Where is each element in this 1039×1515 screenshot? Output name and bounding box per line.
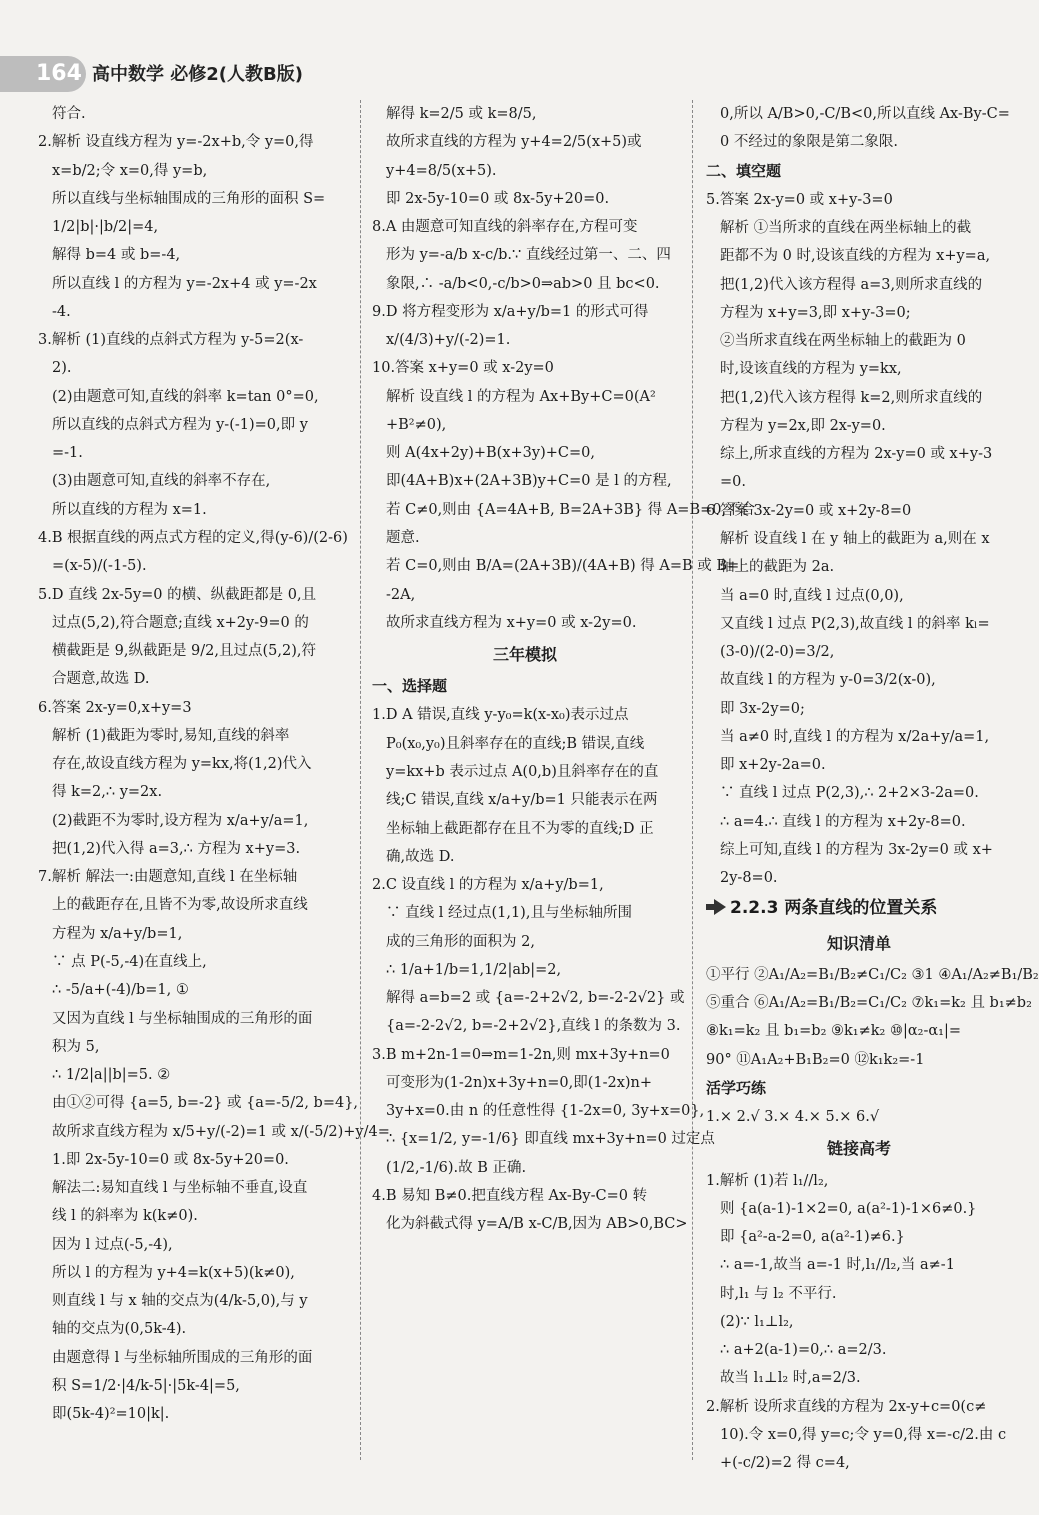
text-line: 解得 k=2/5 或 k=8/5, bbox=[386, 106, 537, 122]
text-line: y=kx+b 表示过点 A(0,b)且斜率存在的直 bbox=[386, 764, 659, 781]
arrow-icon bbox=[706, 904, 714, 910]
text-line: 综上可知,直线 l 的方程为 3x-2y=0 或 x+ bbox=[720, 841, 993, 858]
text-line: 把(1,2)代入得 a=3,∴ 方程为 x+y=3. bbox=[52, 840, 301, 857]
text-line: 轴上的截距为 2a. bbox=[720, 559, 835, 576]
text-line: 又因为直线 l 与坐标轴围成的三角形的面 bbox=[52, 1010, 313, 1027]
text-line: 9.D 将方程变形为 x/a+y/b=1 的形式可得 bbox=[372, 303, 649, 320]
section-heading: 活学巧练 bbox=[706, 1078, 767, 1097]
text-line: 线 l 的斜率为 k(k≠0). bbox=[52, 1208, 198, 1225]
text-line: 0,所以 A/B>0,-C/B<0,所以直线 Ax-By-C= bbox=[720, 106, 1010, 122]
text-line: 所以直线的点斜式方程为 y-(-1)=0,即 y bbox=[52, 416, 308, 433]
page-number: 164 bbox=[0, 56, 86, 92]
text-line: ∴ a=-1,故当 a=-1 时,l₁//l₂,当 a≠-1 bbox=[720, 1257, 955, 1274]
text-line: 90° ⑪A₁A₂+B₁B₂=0 ⑫k₁k₂=-1 bbox=[706, 1051, 925, 1068]
text-line: 6.答案 2x-y=0,x+y=3 bbox=[38, 699, 192, 716]
text-line: ∴ a+2(a-1)=0,∴ a=2/3. bbox=[720, 1342, 887, 1359]
column-right bbox=[706, 100, 1039, 1477]
text-line: 10).令 x=0,得 y=c;令 y=0,得 x=-c/2.由 c bbox=[720, 1426, 1007, 1443]
text-line: 过点(5,2),符合题意;直线 x+2y-9=0 的 bbox=[52, 614, 309, 631]
text-line: 当 a≠0 时,直线 l 的方程为 x/2a+y/a=1, bbox=[720, 728, 990, 745]
text-line: 线;C 错误,直线 x/a+y/b=1 只能表示在两 bbox=[386, 792, 658, 809]
text-line: P₀(x₀,y₀)且斜率存在的直线;B 错误,直线 bbox=[386, 735, 645, 752]
text-line: 解得 b=4 或 b=-4, bbox=[52, 247, 181, 264]
text-line: (2)由题意可知,直线的斜率 k=tan 0°=0, bbox=[52, 388, 319, 405]
heading-lianjie-gaokao: 链接高考 bbox=[826, 1139, 891, 1159]
column-divider bbox=[692, 100, 693, 1460]
text-line: (1/2,-1/6).故 B 正确. bbox=[386, 1159, 527, 1176]
text-line: ∴ 1/a+1/b=1,1/2|ab|=2, bbox=[386, 961, 562, 978]
text-line: ∵ 直线 l 经过点(1,1),且与坐标轴所围 bbox=[386, 905, 632, 922]
text-line: 把(1,2)代入该方程得 k=2,则所求直线的 bbox=[720, 389, 983, 406]
text-line: 所以直线与坐标轴围成的三角形的面积 S= bbox=[52, 190, 326, 207]
text-line: ①平行 ②A₁/A₂=B₁/B₂≠C₁/C₂ ③1 ④A₁/A₂≠B₁/B₂ bbox=[706, 966, 1039, 983]
text-line: 1.× 2.√ 3.× 4.× 5.× 6.√ bbox=[706, 1109, 880, 1126]
text-line: 1.D A 错误,直线 y-y₀=k(x-x₀)表示过点 bbox=[372, 707, 629, 724]
text-line: 解析 ①当所求的直线在两坐标轴上的截 bbox=[720, 220, 972, 237]
text-line: 若 C=0,则由 B/A=(2A+3B)/(4A+B) 得 A=B 或 B= bbox=[386, 558, 740, 575]
text-line: 象限,∴ -a/b<0,-c/b>0⇒ab>0 且 bc<0. bbox=[386, 275, 660, 292]
text-line: 解法二:易知直线 l 与坐标轴不垂直,设直 bbox=[52, 1180, 308, 1197]
heading-zhishi-qingdan: 知识清单 bbox=[826, 933, 891, 953]
text-line: 轴的交点为(0,5k-4). bbox=[52, 1321, 187, 1338]
text-line: 即 {a²-a-2=0, a(a²-1)≠6.} bbox=[720, 1229, 905, 1246]
text-line: 把(1,2)代入该方程得 a=3,则所求直线的 bbox=[720, 276, 983, 293]
text-line: 解析 设直线 l 在 y 轴上的截距为 a,则在 x bbox=[720, 530, 990, 547]
text-line: 即(4A+B)x+(2A+3B)y+C=0 是 l 的方程, bbox=[386, 473, 672, 490]
text-line: (3)由题意可知,直线的斜率不存在, bbox=[52, 473, 271, 490]
text-line: 积 S=1/2·|4/k-5|·|5k-4|=5, bbox=[52, 1377, 240, 1394]
text-line: 由题意得 l 与坐标轴所围成的三角形的面 bbox=[52, 1349, 313, 1366]
text-line: 5.答案 2x-y=0 或 x+y-3=0 bbox=[706, 191, 893, 208]
text-line: 2). bbox=[52, 360, 72, 377]
text-line: 2.解析 设所求直线的方程为 2x-y+c=0(c≠ bbox=[706, 1398, 987, 1415]
book-title: 高中数学 必修2(人教B版) bbox=[92, 64, 303, 85]
text-line: 上的截距存在,且皆不为零,故设所求直线 bbox=[52, 897, 308, 914]
text-line: 解析 设直线 l 的方程为 Ax+By+C=0(A² bbox=[386, 388, 656, 405]
text-line: 积为 5, bbox=[52, 1038, 100, 1055]
text-line: 10.答案 x+y=0 或 x-2y=0 bbox=[372, 360, 554, 377]
text-line: 故所求直线方程为 x+y=0 或 x-2y=0. bbox=[386, 614, 637, 631]
text-line: x/(4/3)+y/(-2)=1. bbox=[386, 332, 511, 349]
text-line: 题意. bbox=[386, 529, 420, 546]
text-line: 所以直线 l 的方程为 y=-2x+4 或 y=-2x bbox=[52, 275, 317, 292]
text-line: 所以 l 的方程为 y+4=k(x+5)(k≠0), bbox=[52, 1264, 295, 1281]
text-line: 1.解析 (1)若 l₁//l₂, bbox=[706, 1172, 829, 1189]
text-line: y+4=8/5(x+5). bbox=[386, 162, 497, 179]
text-line: 2.解析 设直线方程为 y=-2x+b,令 y=0,得 bbox=[38, 134, 314, 151]
text-line: 3y+x=0.由 n 的任意性得 {1-2x=0, 3y+x=0}, bbox=[386, 1103, 705, 1120]
text-line: 方程为 x/a+y/b=1, bbox=[52, 925, 183, 942]
text-line: 4.B 根据直线的两点式方程的定义,得(y-6)/(2-6) bbox=[38, 529, 348, 546]
text-line: ∴ {x=1/2, y=-1/6} 即直线 mx+3y+n=0 过定点 bbox=[386, 1131, 715, 1148]
text-line: 则 A(4x+2y)+B(x+3y)+C=0, bbox=[386, 445, 595, 462]
text-line: ∴ a=4.∴ 直线 l 的方程为 x+2y-8=0. bbox=[720, 813, 966, 830]
text-line: 3.B m+2n-1=0⇒m=1-2n,则 mx+3y+n=0 bbox=[372, 1046, 670, 1063]
text-line: 1/2|b|·|b/2|=4, bbox=[52, 219, 159, 236]
text-line: 2y-8=0. bbox=[720, 870, 778, 887]
text-line: =0. bbox=[720, 474, 746, 491]
text-line: 1.即 2x-5y-10=0 或 8x-5y+20=0. bbox=[52, 1151, 289, 1168]
text-line: 7.解析 解法一:由题意知,直线 l 在坐标轴 bbox=[38, 869, 298, 886]
section-heading: 二、填空题 bbox=[706, 161, 782, 180]
section-heading: 一、选择题 bbox=[372, 677, 448, 696]
text-line: +B²≠0), bbox=[386, 416, 447, 433]
text-line: 方程为 x+y=3,即 x+y-3=0; bbox=[720, 304, 911, 321]
text-line: 化为斜截式得 y=A/B x-C/B,因为 AB>0,BC> bbox=[386, 1216, 688, 1233]
text-line: 合题意,故选 D. bbox=[52, 671, 150, 688]
text-line: =-1. bbox=[52, 445, 83, 462]
text-line: 成的三角形的面积为 2, bbox=[386, 933, 535, 950]
text-line: 若 C≠0,则由 {A=4A+B, B=2A+3B} 得 A=B=0,不合 bbox=[386, 501, 756, 518]
text-line: 时,设该直线的方程为 y=kx, bbox=[720, 361, 902, 378]
text-line: ∵ 直线 l 过点 P(2,3),∴ 2+2×3-2a=0. bbox=[720, 785, 979, 802]
text-line: 方程为 y=2x,即 2x-y=0. bbox=[720, 417, 886, 434]
text-line: 坐标轴上截距都存在且不为零的直线;D 正 bbox=[386, 820, 654, 837]
page-header bbox=[0, 56, 360, 96]
text-line: 距都不为 0 时,设该直线的方程为 x+y=a, bbox=[720, 248, 991, 265]
text-line: 即 3x-2y=0; bbox=[720, 700, 805, 717]
text-line: 故直线 l 的方程为 y-0=3/2(x-0), bbox=[720, 672, 936, 689]
text-line: +(-c/2)=2 得 c=4, bbox=[720, 1455, 850, 1472]
text-line: 解析 (1)截距为零时,易知,直线的斜率 bbox=[52, 727, 290, 744]
text-line: 即 x+2y-2a=0. bbox=[720, 757, 826, 774]
text-line: 又直线 l 过点 P(2,3),故直线 l 的斜率 kₗ= bbox=[720, 615, 990, 632]
text-line: (2)截距不为零时,设方程为 x/a+y/a=1, bbox=[52, 812, 309, 829]
text-line: 存在,故设直线方程为 y=kx,将(1,2)代入 bbox=[52, 756, 312, 773]
text-line: 2.C 设直线 l 的方程为 x/a+y/b=1, bbox=[372, 877, 604, 894]
text-line: 0 不经过的象限是第二象限. bbox=[720, 134, 898, 151]
text-line: 综上,所求直线的方程为 2x-y=0 或 x+y-3 bbox=[720, 446, 993, 463]
column-left bbox=[38, 100, 390, 1428]
text-line: x=b/2;令 x=0,得 y=b, bbox=[52, 162, 208, 179]
text-line: 则 {a(a-1)-1×2=0, a(a²-1)-1×6≠0.} bbox=[720, 1200, 977, 1217]
text-line: -2A, bbox=[386, 586, 416, 603]
text-line: 6.答案 3x-2y=0 或 x+2y-8=0 bbox=[706, 502, 912, 519]
column-divider bbox=[360, 100, 361, 1460]
text-line: 所以直线的方程为 x=1. bbox=[52, 501, 207, 518]
text-line: =(x-5)/(-1-5). bbox=[52, 558, 147, 575]
text-line: 横截距是 9,纵截距是 9/2,且过点(5,2),符 bbox=[52, 643, 316, 660]
text-line: ∴ -5/a+(-4)/b=1, ① bbox=[52, 982, 189, 999]
text-line: 故当 l₁⊥l₂ 时,a=2/3. bbox=[720, 1370, 861, 1387]
text-line: 4.B 易知 B≠0.把直线方程 Ax-By-C=0 转 bbox=[372, 1188, 648, 1204]
text-line: 当 a=0 时,直线 l 过点(0,0), bbox=[720, 587, 904, 604]
text-line: 时,l₁ 与 l₂ 不平行. bbox=[720, 1285, 837, 1302]
text-line: ∴ 1/2|a||b|=5. ② bbox=[52, 1067, 171, 1084]
text-line: 可变形为(1-2n)x+3y+n=0,即(1-2x)n+ bbox=[386, 1074, 653, 1091]
text-line: 故所求直线的方程为 y+4=2/5(x+5)或 bbox=[386, 134, 642, 151]
text-line: -4. bbox=[52, 303, 71, 320]
heading-sannian-moni: 三年模拟 bbox=[492, 645, 557, 665]
text-line: 得 k=2,∴ y=2x. bbox=[52, 784, 163, 801]
text-line: ⑤重合 ⑥A₁/A₂=B₁/B₂=C₁/C₂ ⑦k₁=k₂ 且 b₁≠b₂ bbox=[706, 995, 1032, 1012]
text-line: {a=-2-2√2, b=-2+2√2},直线 l 的条数为 3. bbox=[386, 1018, 681, 1035]
text-line: 形为 y=-a/b x-c/b.∵ 直线经过第一、二、四 bbox=[386, 247, 671, 264]
text-line: ②当所求直线在两坐标轴上的截距为 0 bbox=[720, 333, 966, 350]
text-line: 则直线 l 与 x 轴的交点为(4/k-5,0),与 y bbox=[52, 1293, 308, 1310]
section-title: 2.2.3 两条直线的位置关系 bbox=[706, 892, 1012, 925]
text-line: 8.A 由题意可知直线的斜率存在,方程可变 bbox=[372, 219, 638, 236]
text-line: 即(5k-4)²=10|k|. bbox=[52, 1406, 170, 1423]
text-line: ⑧k₁=k₂ 且 b₁=b₂ ⑨k₁≠k₂ ⑩|α₂-α₁|= bbox=[706, 1023, 961, 1040]
text-line: (3-0)/(2-0)=3/2, bbox=[720, 644, 835, 661]
text-line: ∵ 点 P(-5,-4)在直线上, bbox=[52, 953, 207, 970]
text-line: 故所求直线方程为 x/5+y/(-2)=1 或 x/(-5/2)+y/4= bbox=[52, 1123, 390, 1140]
text-line: 5.D 直线 2x-5y=0 的横、纵截距都是 0,且 bbox=[38, 586, 317, 603]
text-line: 符合. bbox=[52, 106, 86, 122]
text-line: 解得 a=b=2 或 {a=-2+2√2, b=-2-2√2} 或 bbox=[386, 990, 685, 1007]
text-line: 由①②可得 {a=5, b=-2} 或 {a=-5/2, b=4}, bbox=[52, 1095, 359, 1112]
text-line: 3.解析 (1)直线的点斜式方程为 y-5=2(x- bbox=[38, 332, 304, 349]
text-line: 即 2x-5y-10=0 或 8x-5y+20=0. bbox=[386, 190, 610, 207]
text-line: (2)∵ l₁⊥l₂, bbox=[720, 1313, 794, 1330]
text-line: 因为 l 过点(-5,-4), bbox=[52, 1236, 173, 1253]
text-line: 确,故选 D. bbox=[386, 848, 455, 865]
